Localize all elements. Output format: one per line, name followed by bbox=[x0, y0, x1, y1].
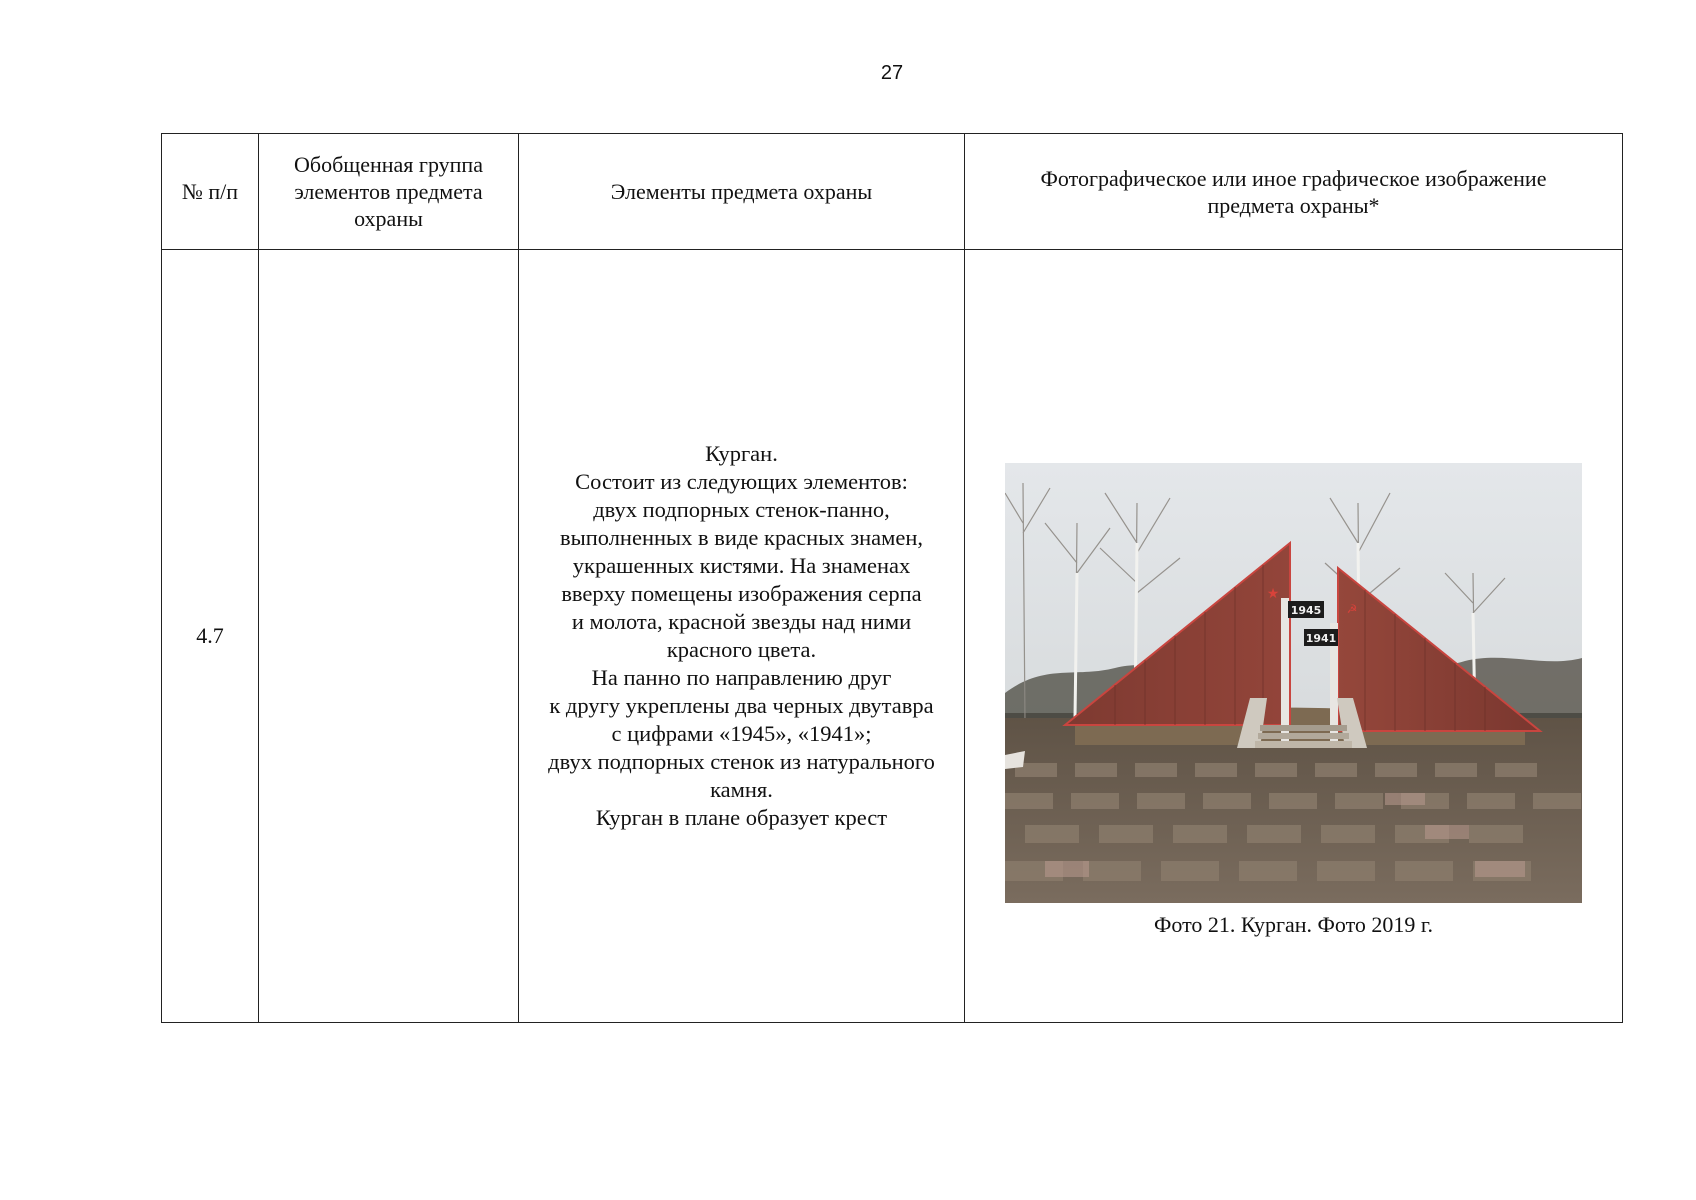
plaque-bottom bbox=[1304, 629, 1338, 646]
photo-caption: Фото 21. Курган. Фото 2019 г. bbox=[1154, 912, 1433, 937]
protection-table bbox=[161, 133, 1623, 1023]
elements-line: выполненных в виде красных знамен, bbox=[559, 525, 924, 550]
plaque-top-text: 1945 bbox=[1290, 604, 1322, 617]
elements-line: с цифрами «1945», «1941»; bbox=[611, 721, 872, 746]
elements-line: вверху помещены изображения серпа bbox=[561, 581, 922, 606]
table-header-row bbox=[162, 134, 1623, 250]
elements-description bbox=[519, 440, 964, 832]
header-number: № п/п bbox=[162, 134, 259, 250]
sickle-hammer-icon: ☭ bbox=[1346, 602, 1358, 616]
elements-line: камня. bbox=[710, 777, 773, 802]
elements-line: к другу укреплены два черных двутавра bbox=[549, 693, 934, 718]
header-photo: Фотографическое или иное графическое изображение предмета охраны* bbox=[965, 134, 1623, 250]
elements-line: двух подпорных стенок из натурального bbox=[548, 749, 935, 774]
elements-line: На панно по направлению друг bbox=[591, 665, 892, 690]
plaque-top bbox=[1288, 601, 1324, 618]
table-row bbox=[162, 250, 1623, 1023]
plaque-bottom-text: 1941 bbox=[1305, 632, 1337, 645]
elements-line: двух подпорных стенок-панно, bbox=[593, 497, 890, 522]
elements-line: и молота, красной звезды над ними bbox=[571, 609, 912, 634]
memorial-illustration bbox=[1005, 463, 1582, 903]
row-photo-cell bbox=[965, 250, 1623, 1023]
memorial-photo bbox=[1005, 463, 1582, 903]
photo-wrap bbox=[965, 250, 1622, 1022]
star-icon: ★ bbox=[1266, 586, 1280, 602]
row-number: 4.7 bbox=[162, 250, 259, 1023]
elements-line: Курган. bbox=[705, 441, 778, 466]
elements-line: украшенных кистями. На знаменах bbox=[572, 553, 911, 578]
page-number: 27 bbox=[880, 62, 904, 84]
row-elements bbox=[519, 250, 965, 1023]
row-group bbox=[259, 250, 519, 1023]
elements-line: Состоит из следующих элементов: bbox=[575, 469, 908, 494]
elements-line: красного цвета. bbox=[666, 637, 817, 662]
elements-line: Курган в плане образует крест bbox=[595, 805, 888, 830]
header-elements: Элементы предмета охраны bbox=[519, 134, 965, 250]
header-group: Обобщенная группа элементов предмета охраны bbox=[259, 134, 519, 250]
